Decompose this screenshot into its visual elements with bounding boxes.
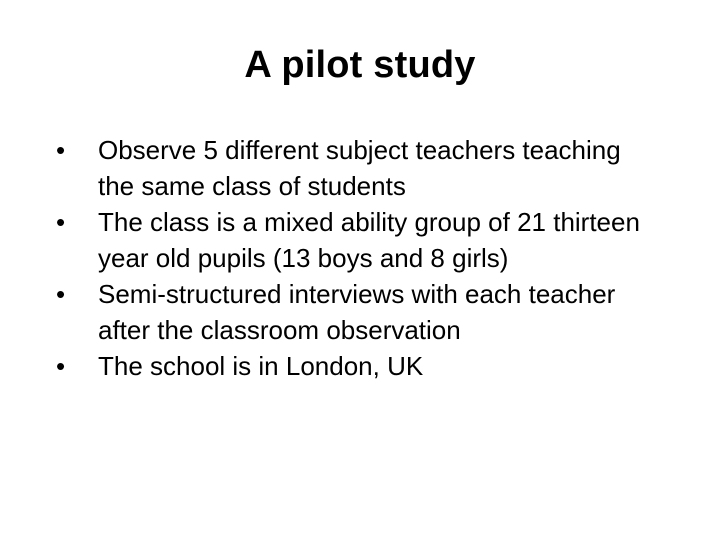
bullet-marker-icon: • [56,207,66,237]
bullet-item-3 [54,276,654,348]
bullet-list [54,132,654,384]
bullet-text-3: Semi-structured interviews with each teacher after the classroom observation [98,279,616,345]
bullet-marker-icon: • [56,135,66,165]
bullet-text-2: The class is a mixed ability group of 21 thirteen year old pupils (13 boys and 8 girls) [98,207,640,273]
bullet-item-2 [54,204,654,276]
bullet-item-4 [54,348,654,384]
bullet-marker-icon: • [56,351,66,381]
bullet-item-1 [54,132,654,204]
slide-title: A pilot study [244,44,476,86]
bullet-marker-icon: • [56,279,66,309]
bullet-text-1: Observe 5 different subject teachers teaching the same class of students [98,135,621,201]
bullet-text-4: The school is in London, UK [98,351,424,381]
